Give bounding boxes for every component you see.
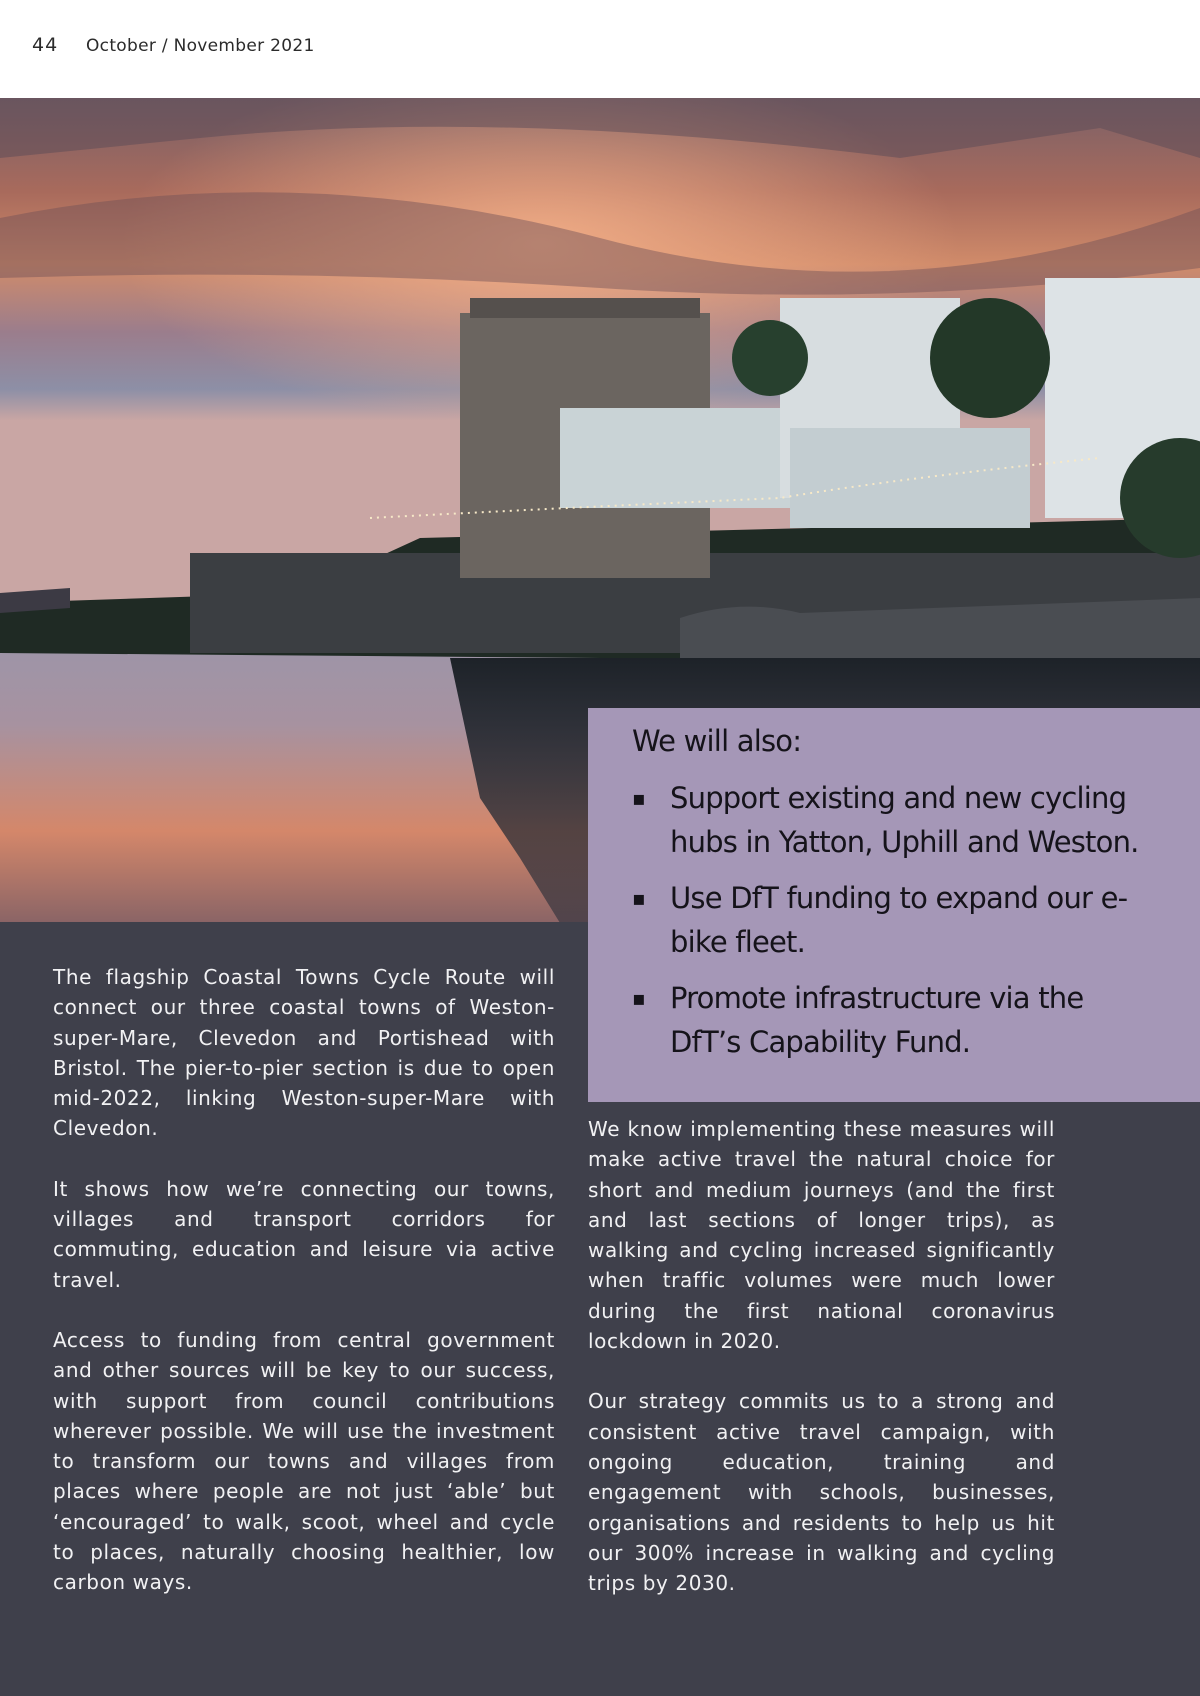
callout-title: We will also:	[632, 724, 802, 758]
bullet-icon: ▪	[632, 886, 645, 910]
issue-date: October / November 2021	[86, 36, 315, 56]
list-item-text: Use DfT funding to expand our e-bike fleet.	[670, 881, 1128, 959]
list-item-text: Support existing and new cycling hubs in Yatton, Uphill and Weston.	[670, 781, 1139, 859]
paragraph: Our strategy commits us to a strong and consistent active travel campaign, with ongoing education, training and engagement with schools, businesses, organisations and residents to help us hit our 300% increase in walking and cycling trips by 2030.	[588, 1389, 1055, 1596]
callout-box	[588, 708, 1200, 1102]
bullet-icon: ▪	[632, 986, 645, 1010]
paragraph: We know implementing these measures will make active travel the natural choice for short and medium journeys (and the first and last sections of longer trips), as walking and cycling increased significantly when traffic volumes were much lower during the first national coronavirus lockdown in 2020.	[588, 1117, 1055, 1354]
paragraph: It shows how we’re connecting our towns, villages and transport corridors for commuting, education and leisure via active travel.	[53, 1176, 555, 1292]
paragraph: The flagship Coastal Towns Cycle Route will connect our three coastal towns of Weston-super-Mare, Clevedon and Portishead with Bristol. The pier-to-pier section is due to open mid-2022, linking Weston-super-Mare with Clevedon.	[53, 965, 555, 1141]
list-item	[632, 776, 1152, 864]
callout-list	[632, 776, 1152, 1076]
right-column	[588, 1114, 1055, 1628]
list-item-text: Promote infrastructure via the DfT’s Capability Fund.	[670, 981, 1084, 1059]
list-item	[632, 876, 1152, 964]
list-item	[632, 976, 1152, 1064]
bullet-icon: ▪	[632, 786, 645, 810]
paragraph: Access to funding from central government and other sources will be key to our success, with support from council contributions wherever possible. We will use the investment to transform our towns and villages from places where people are not just ‘able’ but ‘encouraged’ to walk, scoot, wheel and cycle to places, naturally choosing healthier, low carbon ways.	[53, 1327, 555, 1595]
page-number: 44	[32, 34, 59, 56]
left-column	[53, 962, 555, 1628]
page-header	[0, 0, 1200, 98]
